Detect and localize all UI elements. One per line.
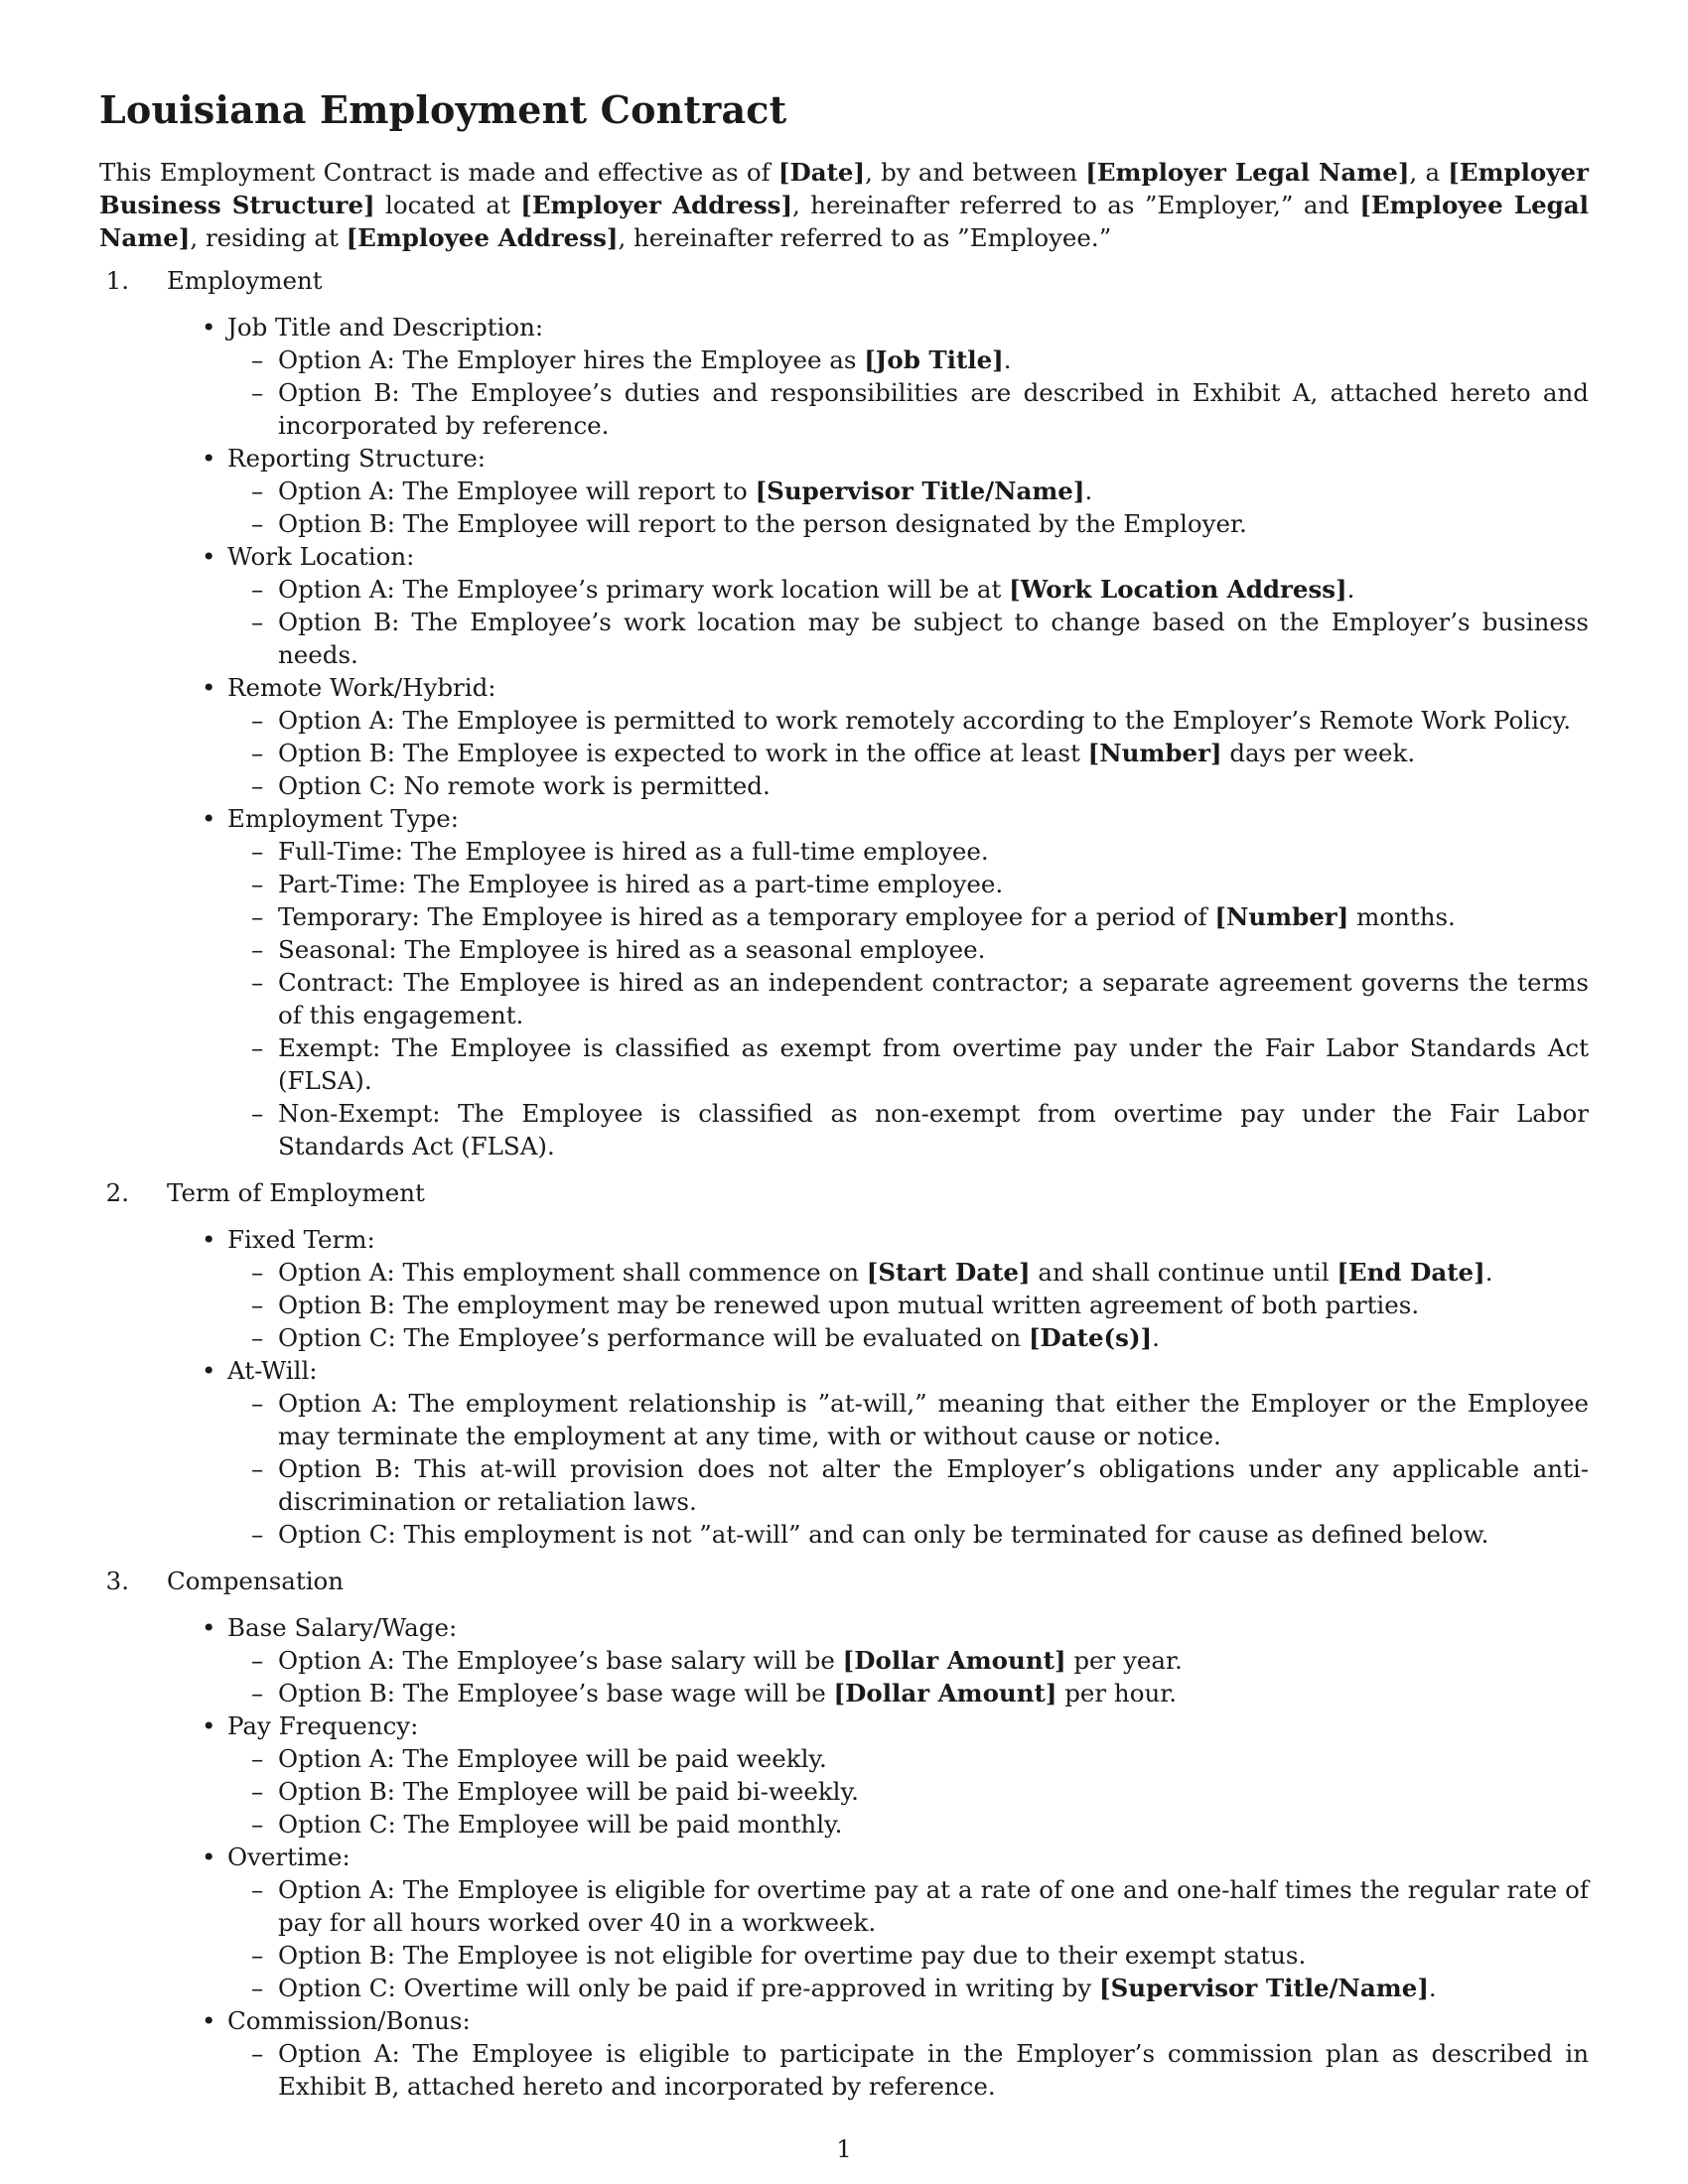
text-run: Option B: The Employee will report to the person designated by the Employer. xyxy=(278,509,1247,538)
option-item xyxy=(251,1808,1589,1841)
text-run: days per week. xyxy=(1221,739,1416,767)
dash-icon: – xyxy=(251,575,264,604)
section-title: Compensation xyxy=(167,1567,345,1595)
dash-icon: – xyxy=(251,1291,264,1319)
option-item xyxy=(251,343,1589,376)
text-run: Option A: The Employee is eligible to participate in the Employer’s commission plan as described in Exhibit B, attached hereto and incorporated by reference. xyxy=(278,2039,1589,2101)
option-list xyxy=(227,1742,1589,1841)
option-item xyxy=(251,1644,1589,1677)
section-title: Term of Employment xyxy=(167,1178,425,1207)
text-run: months. xyxy=(1348,902,1456,931)
option-item xyxy=(251,1387,1589,1452)
text-run: Temporary: The Employee is hired as a temporary employee for a period of xyxy=(278,902,1215,931)
placeholder-field: [Start Date] xyxy=(866,1258,1031,1287)
text-run: located at xyxy=(374,191,521,219)
text-run: . xyxy=(1084,477,1093,505)
dash-icon: – xyxy=(251,1033,264,1062)
dash-icon: – xyxy=(251,739,264,767)
bullet-icon: • xyxy=(202,1225,216,1254)
item-label: Overtime: xyxy=(227,1843,351,1871)
dash-icon: – xyxy=(251,1520,264,1549)
text-run: . xyxy=(1428,1974,1437,2002)
text-run: Option A: This employment shall commence on xyxy=(278,1258,867,1287)
text-run: Option A: The Employer hires the Employee as xyxy=(278,345,865,374)
item-label: Reporting Structure: xyxy=(227,444,486,473)
bullet-icon: • xyxy=(202,313,216,341)
dash-icon: – xyxy=(251,1875,264,1904)
bullet-icon: • xyxy=(202,1711,216,1740)
dash-icon: – xyxy=(251,837,264,866)
bullet-icon: • xyxy=(202,804,216,833)
option-list xyxy=(227,2037,1589,2103)
option-item xyxy=(251,704,1589,737)
text-run: Exempt: The Employee is classified as exempt from overtime pay under the Fair Labor Standards Act (FLSA). xyxy=(278,1033,1589,1095)
dash-icon: – xyxy=(251,706,264,735)
text-run: Option C: Overtime will only be paid if pre-approved in writing by xyxy=(278,1974,1099,2002)
option-item xyxy=(251,1939,1589,1972)
dash-icon: – xyxy=(251,345,264,374)
dash-icon: – xyxy=(251,608,264,636)
section-heading xyxy=(99,1565,1589,1597)
text-run: Option B: The employment may be renewed upon mutual written agreement of both parties. xyxy=(278,1291,1420,1319)
text-run: , a xyxy=(1409,158,1449,187)
list-item xyxy=(202,1611,1589,1709)
intro-paragraph xyxy=(99,156,1589,254)
item-label: Commission/Bonus: xyxy=(227,2006,471,2035)
section-1 xyxy=(99,264,1589,1162)
section-number: 1. xyxy=(105,266,129,295)
list-item xyxy=(202,1709,1589,1841)
page-number: 1 xyxy=(836,2134,852,2163)
option-list xyxy=(227,1873,1589,2004)
option-item xyxy=(251,900,1589,933)
placeholder-field: [Employer Address] xyxy=(520,191,793,219)
item-label: Base Salary/Wage: xyxy=(227,1613,458,1642)
option-item xyxy=(251,1775,1589,1808)
placeholder-field: [Supervisor Title/Name] xyxy=(1099,1974,1429,2002)
option-item xyxy=(251,1742,1589,1775)
option-item xyxy=(251,1677,1589,1709)
option-item xyxy=(251,1518,1589,1551)
text-run: Option B: The Employee is not eligible for overtime pay due to their exempt status. xyxy=(278,1941,1307,1970)
item-list xyxy=(99,311,1589,1162)
text-run: per year. xyxy=(1065,1646,1183,1675)
text-run: Non-Exempt: The Employee is classified as non-exempt from overtime pay under the Fair Labor Standards Act (FLSA). xyxy=(278,1099,1589,1160)
option-item xyxy=(251,507,1589,540)
option-item xyxy=(251,573,1589,606)
dash-icon: – xyxy=(251,1744,264,1773)
text-run: Part-Time: The Employee is hired as a part-time employee. xyxy=(278,870,1004,898)
option-item xyxy=(251,1972,1589,2004)
option-item xyxy=(251,376,1589,442)
text-run: Contract: The Employee is hired as an independent contractor; a separate agreement governs the terms of this engagement. xyxy=(278,968,1589,1029)
text-run: Option A: The Employee will be paid weekly. xyxy=(278,1744,827,1773)
placeholder-field: [Employee Legal Name] xyxy=(99,191,1589,252)
dash-icon: – xyxy=(251,1454,264,1483)
text-run: Option A: The Employee is permitted to work remotely according to the Employer’s Remote Work Policy. xyxy=(278,706,1572,735)
placeholder-field: [Supervisor Title/Name] xyxy=(755,477,1085,505)
list-item xyxy=(202,1841,1589,2004)
placeholder-field: [Job Title] xyxy=(864,345,1004,374)
option-item xyxy=(251,475,1589,507)
text-run: Option A: The Employee will report to xyxy=(278,477,756,505)
option-item xyxy=(251,1321,1589,1354)
text-run: Seasonal: The Employee is hired as a seasonal employee. xyxy=(278,935,986,964)
dash-icon: – xyxy=(251,1323,264,1352)
dash-icon: – xyxy=(251,870,264,898)
text-run: Option B: The Employee’s duties and responsibilities are described in Exhibit A, attached hereto and incorporated by reference. xyxy=(278,378,1589,440)
item-label: At-Will: xyxy=(227,1356,318,1385)
dash-icon: – xyxy=(251,902,264,931)
option-item xyxy=(251,1097,1589,1162)
option-item xyxy=(251,868,1589,900)
list-item xyxy=(202,2004,1589,2103)
text-run: per hour. xyxy=(1056,1679,1178,1707)
option-item xyxy=(251,606,1589,671)
placeholder-field: [Date] xyxy=(777,158,866,187)
item-label: Work Location: xyxy=(227,542,415,571)
dash-icon: – xyxy=(251,378,264,407)
dash-icon: – xyxy=(251,1099,264,1128)
bullet-icon: • xyxy=(202,1356,216,1385)
text-run: , hereinafter referred to as ”Employer,” and xyxy=(792,191,1360,219)
option-list xyxy=(227,1387,1589,1551)
bullet-icon: • xyxy=(202,1843,216,1871)
placeholder-field: [Employee Address] xyxy=(346,223,619,252)
text-run: Option B: The Employee is expected to work in the office at least xyxy=(278,739,1088,767)
list-item xyxy=(202,671,1589,802)
option-item xyxy=(251,1289,1589,1321)
placeholder-field: [Number] xyxy=(1214,902,1349,931)
section-heading xyxy=(99,1176,1589,1209)
placeholder-field: [End Date] xyxy=(1336,1258,1485,1287)
option-item xyxy=(251,769,1589,802)
text-run: Option A: The Employee’s primary work location will be at xyxy=(278,575,1010,604)
text-run: Option A: The Employee’s base salary will be xyxy=(278,1646,843,1675)
text-run: Option C: No remote work is permitted. xyxy=(278,771,771,800)
option-list xyxy=(227,704,1589,802)
item-label: Job Title and Description: xyxy=(227,313,544,341)
option-item xyxy=(251,966,1589,1031)
text-run: Option B: This at-will provision does not alter the Employer’s obligations under any applicable anti-discrimination or retaliation laws. xyxy=(278,1454,1589,1516)
text-run: Option B: The Employee will be paid bi-weekly. xyxy=(278,1777,859,1806)
list-item xyxy=(202,1354,1589,1551)
placeholder-field: [Date(s)] xyxy=(1028,1323,1153,1352)
text-run: . xyxy=(1346,575,1355,604)
placeholder-field: [Dollar Amount] xyxy=(833,1679,1057,1707)
dash-icon: – xyxy=(251,1974,264,2002)
placeholder-field: [Dollar Amount] xyxy=(842,1646,1066,1675)
text-run: , by and between xyxy=(865,158,1086,187)
option-list xyxy=(227,1644,1589,1709)
text-run: Option A: The Employee is eligible for overtime pay at a rate of one and one-half times the regular rate of pay for all hours worked over 40 in a workweek. xyxy=(278,1875,1589,1937)
dash-icon: – xyxy=(251,935,264,964)
option-list xyxy=(227,475,1589,540)
list-item xyxy=(202,311,1589,442)
document-title: Louisiana Employment Contract xyxy=(99,87,787,132)
text-run: Option C: This employment is not ”at-will” and can only be terminated for cause as defined below. xyxy=(278,1520,1489,1549)
text-run: Option C: The Employee’s performance will be evaluated on xyxy=(278,1323,1029,1352)
dash-icon: – xyxy=(251,968,264,997)
item-list xyxy=(99,1223,1589,1551)
dash-icon: – xyxy=(251,1941,264,1970)
option-list xyxy=(227,573,1589,671)
placeholder-field: [Employer Legal Name] xyxy=(1085,158,1410,187)
dash-icon: – xyxy=(251,1810,264,1839)
option-item xyxy=(251,737,1589,769)
document-body xyxy=(99,87,1589,2116)
list-item xyxy=(202,442,1589,540)
bullet-icon: • xyxy=(202,542,216,571)
text-run: . xyxy=(1003,345,1012,374)
option-item xyxy=(251,1452,1589,1518)
text-run: , residing at xyxy=(190,223,347,252)
list-item xyxy=(202,1223,1589,1354)
text-run: Option A: The employment relationship is ”at-will,” meaning that either the Employer or the Employee may terminate the employment at any time, with or without cause or notice. xyxy=(278,1389,1589,1450)
dash-icon: – xyxy=(251,1389,264,1418)
text-run: Option B: The Employee’s work location may be subject to change based on the Employer’s business needs. xyxy=(278,608,1589,669)
bullet-icon: • xyxy=(202,673,216,702)
text-run: and shall continue until xyxy=(1030,1258,1337,1287)
option-item xyxy=(251,2037,1589,2103)
dash-icon: – xyxy=(251,1258,264,1287)
item-list xyxy=(99,1611,1589,2103)
list-item xyxy=(202,540,1589,671)
text-run: , hereinafter referred to as ”Employee.” xyxy=(618,223,1112,252)
placeholder-field: [Number] xyxy=(1087,739,1222,767)
section-2 xyxy=(99,1176,1589,1551)
dash-icon: – xyxy=(251,1646,264,1675)
text-run: Full-Time: The Employee is hired as a full-time employee. xyxy=(278,837,989,866)
dash-icon: – xyxy=(251,477,264,505)
dash-icon: – xyxy=(251,509,264,538)
option-list xyxy=(227,835,1589,1162)
placeholder-field: [Employer Business Structure] xyxy=(99,158,1589,219)
placeholder-field: [Work Location Address] xyxy=(1009,575,1347,604)
item-label: Employment Type: xyxy=(227,804,459,833)
option-list xyxy=(227,343,1589,442)
text-run: This Employment Contract is made and effective as of xyxy=(99,158,778,187)
section-title: Employment xyxy=(167,266,323,295)
section-3 xyxy=(99,1565,1589,2103)
item-label: Pay Frequency: xyxy=(227,1711,419,1740)
option-item xyxy=(251,1256,1589,1289)
option-item xyxy=(251,1873,1589,1939)
text-run: Option C: The Employee will be paid monthly. xyxy=(278,1810,843,1839)
text-run: . xyxy=(1484,1258,1493,1287)
option-item xyxy=(251,835,1589,868)
item-label: Fixed Term: xyxy=(227,1225,375,1254)
option-list xyxy=(227,1256,1589,1354)
section-list xyxy=(99,264,1589,2103)
section-number: 2. xyxy=(105,1178,129,1207)
section-heading xyxy=(99,264,1589,297)
bullet-icon: • xyxy=(202,1613,216,1642)
dash-icon: – xyxy=(251,2039,264,2068)
option-item xyxy=(251,1031,1589,1097)
section-number: 3. xyxy=(105,1567,129,1595)
dash-icon: – xyxy=(251,771,264,800)
option-item xyxy=(251,933,1589,966)
item-label: Remote Work/Hybrid: xyxy=(227,673,496,702)
bullet-icon: • xyxy=(202,444,216,473)
list-item xyxy=(202,802,1589,1162)
bullet-icon: • xyxy=(202,2006,216,2035)
dash-icon: – xyxy=(251,1679,264,1707)
text-run: . xyxy=(1152,1323,1160,1352)
text-run: Option B: The Employee’s base wage will be xyxy=(278,1679,834,1707)
dash-icon: – xyxy=(251,1777,264,1806)
